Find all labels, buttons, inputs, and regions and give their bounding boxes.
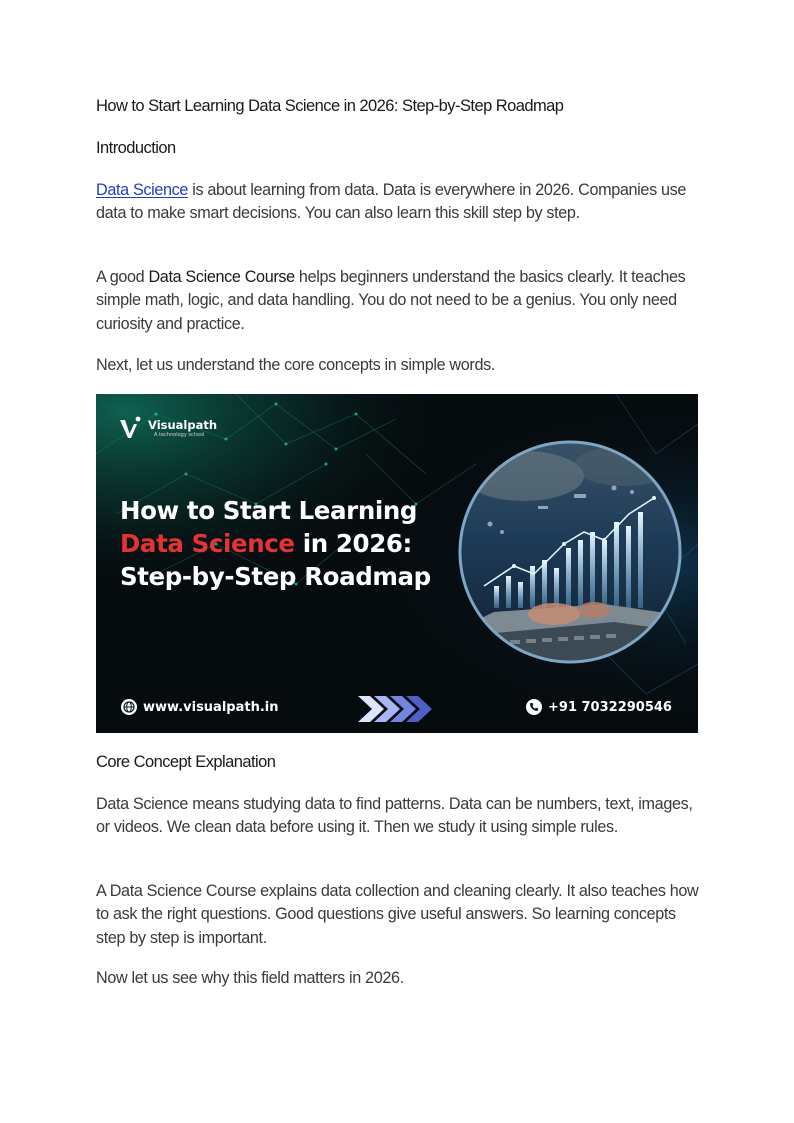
intro-paragraph-1	[96, 179, 700, 226]
core-concept-heading: Core Concept Explanation	[96, 753, 276, 771]
course-name-emphasis: Data Science Course	[148, 268, 295, 286]
website-link[interactable]	[121, 699, 278, 715]
phone-icon	[526, 699, 542, 715]
banner-headline	[120, 494, 431, 593]
intro-paragraph-2	[96, 266, 700, 336]
logo-name: Visualpath	[148, 417, 218, 432]
website-text: www.visualpath.in	[143, 699, 279, 715]
headline-highlight: Data Science	[120, 529, 295, 558]
headline-line-2-rest: in 2026:	[294, 529, 412, 558]
visualpath-logo	[118, 414, 217, 442]
course-banner-image	[96, 394, 698, 733]
intro-paragraph-2-start: A good	[96, 268, 149, 286]
phone-text: +91 7032290546	[548, 699, 672, 715]
logo-tagline: A technology school	[154, 431, 205, 438]
core-paragraph-1: Data Science means studying data to find patterns. Data can be numbers, text, images, or videos. We clean data before using it. Then we study it using simple rules.	[96, 795, 693, 837]
headline-line-1: How to Start Learning	[120, 496, 418, 525]
core-paragraph-2: A Data Science Course explains data collection and cleaning clearly. It also teaches how to ask the right questions. Good questions give useful answers. So learning concepts step by step is important.	[96, 882, 699, 947]
headline-line-2	[120, 527, 431, 560]
intro-paragraph-3: Next, let us understand the core concepts in simple words.	[96, 356, 495, 374]
visualpath-v-icon	[118, 414, 144, 442]
data-chart-photo	[454, 436, 686, 668]
intro-paragraph-2-text: helps beginners understand the basics clearly. It teaches simple math, logic, and data handling. You do not need to be a genius. You only need curiosity and practice.	[96, 268, 686, 333]
data-science-link[interactable]: Data Science	[96, 181, 189, 199]
globe-icon	[121, 699, 137, 715]
chevron-arrows-icon	[358, 694, 434, 724]
document-title: How to Start Learning Data Science in 2026: Step-by-Step Roadmap	[96, 97, 564, 115]
introduction-heading: Introduction	[96, 139, 176, 157]
headline-line-3: Step-by-Step Roadmap	[120, 562, 431, 591]
phone-number[interactable]	[526, 699, 672, 715]
intro-paragraph-1-text: is about learning from data. Data is everywhere in 2026. Companies use data to make smart decisions. You can also learn this skill step by step.	[96, 181, 687, 223]
core-paragraph-3: Now let us see why this field matters in 2026.	[96, 969, 404, 987]
